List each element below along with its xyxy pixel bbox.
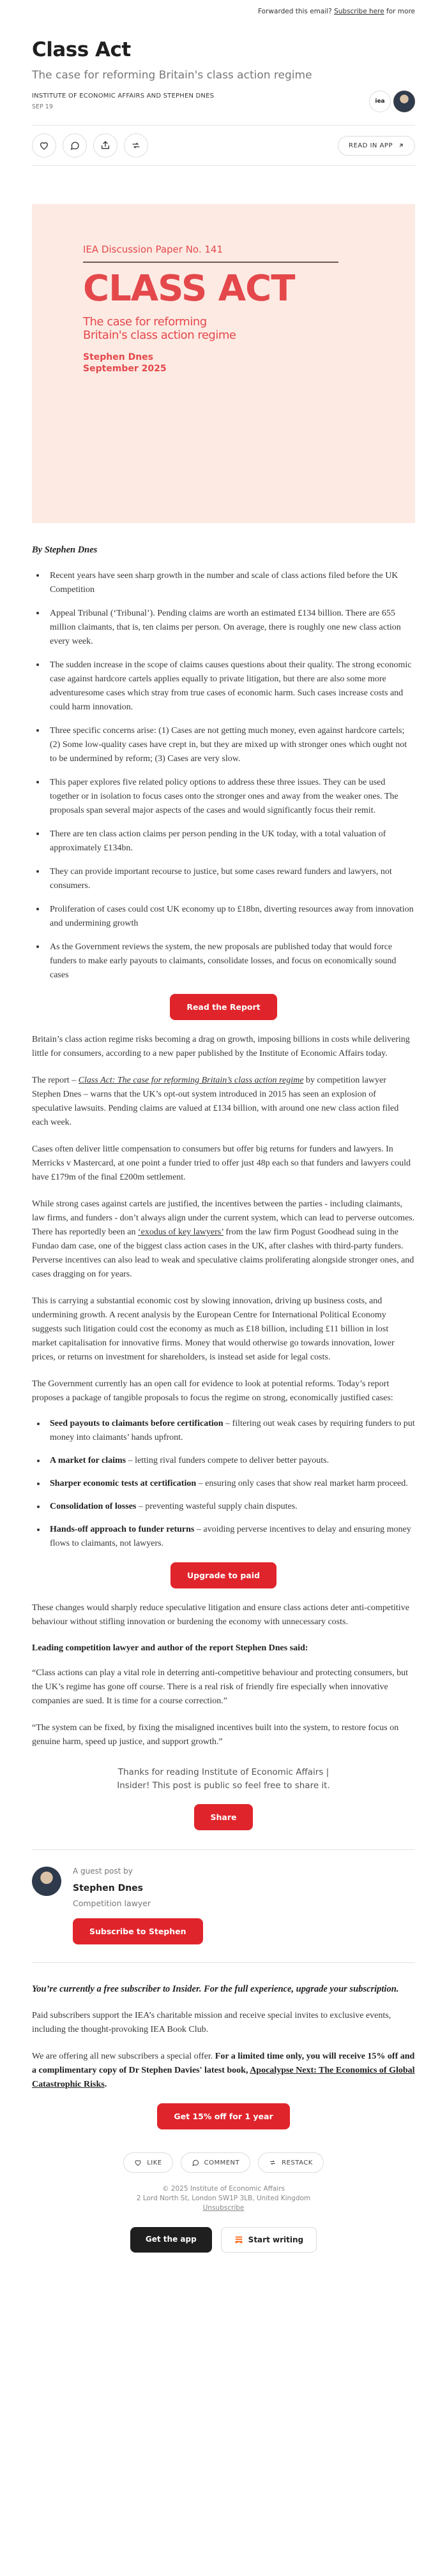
footer-comment-button[interactable] [181, 2152, 251, 2173]
list-item: • There are ten class action claims per person pending in the UK today, with a total valuation of approximately £134bn. [46, 827, 415, 855]
body-byline: By Stephen Dnes [32, 545, 98, 555]
author-avatar[interactable] [393, 91, 415, 112]
list-item: • They can provide important recourse to justice, but some cases reward funders and lawyers, not consumers. [46, 864, 415, 893]
reco-label: Seed payouts to claimants before certification [50, 1419, 224, 1428]
list-item: • The sudden increase in the scope of claims causes questions about their quality. The strong economic case against hardcore cartels applies equally to private litigation, but there are also some more adventuresome cases which stray from true cases of economic harm. Such cases increase costs and could harm innovation. [46, 658, 415, 714]
cover-subtitle: The case for reforming Britain's class action regime [83, 315, 236, 343]
footer-restack-button[interactable] [258, 2152, 324, 2173]
subscribe-link[interactable]: Subscribe here [334, 8, 384, 15]
guest-avatar[interactable] [32, 1867, 61, 1896]
read-report-button[interactable]: Read the Report [170, 994, 277, 1020]
footer-info [32, 2184, 415, 2213]
list-item [46, 1500, 415, 1514]
paragraph [32, 1197, 415, 1282]
share-button[interactable] [93, 133, 117, 158]
list-item: • As the Government reviews the system, the new proposals are published today that would force funders to make early payouts to claimants, consolidate losses, and focus on economically sound cases [46, 940, 415, 982]
like-button[interactable] [32, 133, 56, 158]
guest-role: Competition lawyer [73, 1899, 151, 1908]
reco-text: – preventing wasteful supply chain disputes. [136, 1502, 298, 1511]
reco-text: – filtering out weak cases by requiring funders to put money into claimants’ hands upfront. [50, 1419, 415, 1442]
cover-rule [83, 262, 338, 263]
copyright: © 2025 Institute of Economic Affairs [162, 2185, 285, 2193]
list-item [46, 1454, 415, 1468]
list-item: • Recent years have seen sharp growth in the number and scale of class actions filed before the UK Competition [46, 568, 415, 597]
post-title[interactable]: Class Act [32, 38, 131, 61]
comment-button[interactable] [63, 133, 87, 158]
list-item: • This paper explores five related policy options to address these three issues. They can be used together or in isolation to focus cases onto the stronger ones and away from the weaker ones. The proposals span several major aspects of the cases and would significantly focus their remit. [46, 775, 415, 818]
paragraph: Britain’s class action regime risks becoming a drag on growth, imposing billions in costs while delivering little for consumers, according to a new paper published by the Institute of Economic Affairs today. [32, 1035, 410, 1058]
restack-label: RESTACK [282, 2159, 313, 2166]
report-cover-image[interactable] [32, 204, 415, 523]
paragraph-text: We are offering all new subscribers a special offer. [32, 2052, 215, 2061]
paragraph [32, 2050, 415, 2092]
address: 2 Lord North St, London SW1P 3LB, United Kingdom [136, 2195, 311, 2202]
restack-button[interactable] [124, 133, 148, 158]
exodus-link[interactable]: ‘exodus of key lawyers’ [137, 1227, 224, 1237]
divider [32, 1849, 415, 1850]
list-item [46, 1523, 415, 1551]
discount-button[interactable]: Get 15% off for 1 year [157, 2103, 289, 2129]
comment-label: COMMENT [204, 2159, 240, 2166]
read-in-app-label: READ IN APP [349, 142, 393, 149]
heart-icon [134, 2159, 142, 2166]
cover-paper-number: IEA Discussion Paper No. 141 [83, 244, 224, 255]
list-item [46, 1417, 415, 1445]
quote-intro: Leading competition lawyer and author of the report Stephen Dnes said: [32, 1643, 308, 1653]
paragraph: These changes would sharply reduce speculative litigation and ensure class actions deter anti-competitive behaviour without stifling innovation or burdening the economy with unnecessary costs. [32, 1603, 409, 1627]
paragraph-text: While strong cases against cartels are justified, the incentives between the parties - including claimants, law firms, and funders - don’t always align under the current system, which can lead to perverse outcomes. There has reportedly been an [32, 1199, 415, 1237]
share-post-button[interactable]: Share [194, 1804, 254, 1830]
divider [32, 1962, 415, 1963]
app-promo [32, 2227, 415, 2253]
reco-label: A market for claims [50, 1456, 126, 1465]
guest-name[interactable]: Stephen Dnes [73, 1883, 144, 1893]
restack-icon [131, 140, 141, 151]
quote: “Class actions can play a vital role in deterring anti-competitive behaviour and protecting consumers, but the UK’s regime has gone off course. There is a real risk of friendly fire especially when innovative companies are sued. It is time for a course correction.” [32, 1668, 408, 1706]
share-icon [100, 140, 110, 151]
quote: “The system can be fixed, by fixing the misaligned incentives built into the system, to restore focus on genuine harm, speed up justice, and support growth.” [32, 1723, 399, 1747]
start-writing-button[interactable] [221, 2227, 317, 2253]
cover-author: Stephen Dnes [83, 352, 154, 362]
reco-label: Consolidation of losses [50, 1502, 137, 1511]
footer-actions [32, 2152, 415, 2173]
post-byline[interactable]: INSTITUTE OF ECONOMIC AFFAIRS AND STEPHEN DNES [32, 93, 215, 100]
forward-prefix: Forwarded this email? [258, 8, 332, 15]
unsubscribe-link[interactable]: Unsubscribe [202, 2204, 245, 2212]
start-writing-label: Start writing [248, 2235, 304, 2244]
key-points-list [46, 568, 415, 982]
paragraph: The Government currently has an open call for evidence to look at potential reforms. Today’s report proposes a package of tangible proposals to focus the regime on strong, economically justified cases: [32, 1379, 393, 1403]
guest-label: A guest post by [73, 1867, 133, 1876]
comment-icon [192, 2159, 199, 2166]
footer-like-button[interactable] [123, 2152, 172, 2173]
arrow-up-right-icon [398, 142, 404, 149]
restack-icon [269, 2159, 277, 2166]
subscribe-author-button[interactable]: Subscribe to Stephen [73, 1918, 203, 1944]
like-label: LIKE [147, 2159, 162, 2166]
reco-text: – avoiding perverse incentives to delay and ensuring money flows to claimants, not lawyers. [50, 1525, 411, 1548]
book-link[interactable]: Apocalypse Next: The Economics of Global Catastrophic Risks [32, 2066, 415, 2089]
paragraph: Paid subscribers support the IEA’s charitable mission and receive special invites to exclusive events, including the thought-provoking IEA Book Club. [32, 2011, 391, 2034]
get-app-button[interactable]: Get the app [130, 2227, 212, 2253]
promo-heading: You’re currently a free subscriber to Insider. For the full experience, upgrade your subscription. [32, 1984, 399, 1994]
cover-date: September 2025 [83, 363, 167, 374]
post-subtitle: The case for reforming Britain's class action regime [32, 69, 312, 82]
paragraph-text: from the law firm Pogust Goodhead suing in the Fundao dam case, one of the biggest class action cases in the UK, after clashes with third-party funders. Perverse incentives can also lead to weak and speculative claims proliferating alongside stronger ones, and cases dragging on for years. [32, 1227, 414, 1279]
guest-author-card [32, 1867, 415, 1944]
comment-icon [70, 140, 80, 151]
paragraph-text: The report – [32, 1076, 79, 1085]
forward-notice [32, 0, 415, 24]
list-item: • Three specific concerns arise: (1) Cases are not getting much money, even against hardcore cartels; (2) Some low-quality cases have crept in, but they are mixed up with stronger ones which ought not to be undermined by reform; (3) Cases are very slow. [46, 723, 415, 766]
heart-icon [39, 140, 49, 151]
list-item [46, 1477, 415, 1491]
forward-suffix: for more [386, 8, 415, 15]
report-link[interactable]: Class Act: The case for reforming Britain’s class action regime [78, 1076, 304, 1085]
post-date: SEP 19 [32, 103, 53, 110]
recommendations-list [46, 1417, 415, 1551]
reco-text: – letting rival funders compete to deliver better payouts. [126, 1456, 330, 1465]
share-prompt: Thanks for reading Institute of Economic Affairs | Insider! This post is public so feel free to share it. [117, 1767, 330, 1791]
post-actions-bar [32, 125, 415, 166]
reco-label: Sharper economic tests at certification [50, 1479, 197, 1488]
offer-text-end: . [104, 2080, 107, 2089]
paragraph: This is carrying a substantial economic cost by slowing innovation, driving up business costs, and undermining growth. A recent analysis by the European Centre for International Political Economy suggests such litigation could cost the economy as much as £18 billion, including £11 billion in lost market capitalisation for innovative firms. Money that would otherwise go towards innovation, lower prices, or returns on investment for shareholders, is instead set aside for legal costs. [32, 1296, 395, 1362]
offer-text: For a limited time only, you will receive 15% off and a complimentary copy of Dr Stephen Davies' latest book, [32, 2052, 415, 2075]
paragraph: Cases often deliver little compensation to consumers but offer big returns for funders and lawyers. In Merricks v Mastercard, at one point a funder tried to offer just 48p each so that funders and lawyers could have £179m of the final £200m settlement. [32, 1144, 411, 1182]
upgrade-button[interactable]: Upgrade to paid [170, 1562, 277, 1588]
reco-label: Hands-off approach to funder returns [50, 1525, 195, 1534]
list-item: • Appeal Tribunal (‘Tribunal’). Pending claims are worth an estimated £134 billion. There are 655 million claimants, that is, ten claims per person. On average, there is roughly one new class action every week. [46, 606, 415, 649]
paragraph [32, 1074, 415, 1130]
cover-title: CLASS ACT [83, 268, 295, 309]
read-in-app-button[interactable] [338, 136, 415, 156]
reco-text: – ensuring only cases that show real market harm proceed. [196, 1479, 408, 1488]
paragraph-text: by competition lawyer Stephen Dnes – warns that the UK’s opt-out system introduced in 2015 has seen an explosion of speculative lawsuits. Pending claims are valued at £134 billion, with around one new class action filed each week. [32, 1076, 399, 1127]
substack-logo-icon [234, 2235, 243, 2244]
publisher-avatar[interactable]: iea [369, 91, 391, 112]
list-item: • Proliferation of cases could cost UK economy up to £18bn, diverting resources away from innovation and undermining growth [46, 902, 415, 931]
